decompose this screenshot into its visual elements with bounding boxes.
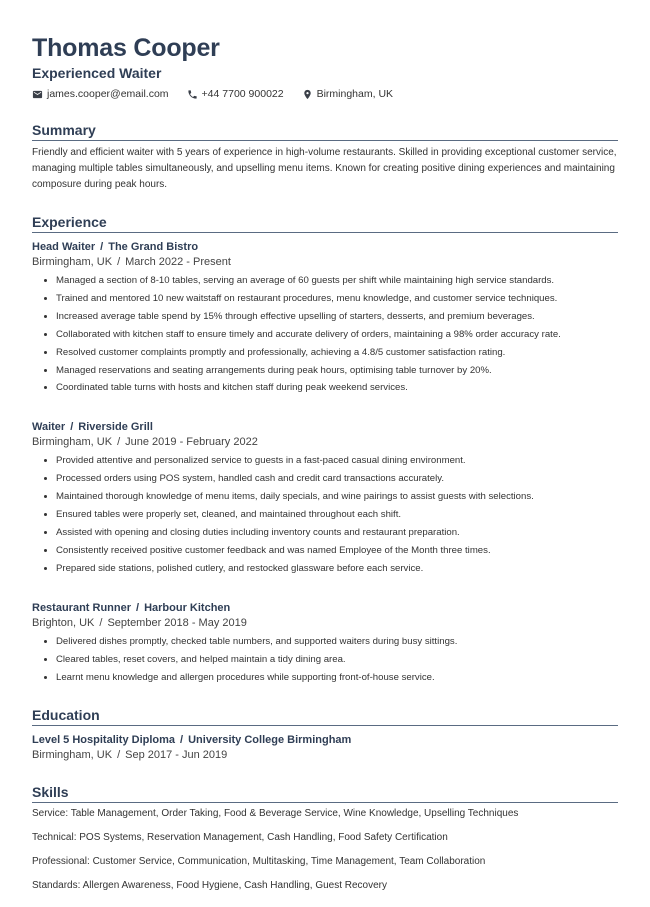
bullet-item: • Maintained thorough knowledge of menu items, daily specials, and wine pairings to assist guests with selections. (56, 488, 618, 506)
separator: / (117, 436, 121, 449)
mail-icon (32, 89, 43, 100)
bullet-item: • Ensured tables were properly set, cleaned, and maintained throughout each shift. (56, 506, 618, 524)
bullet-item: • Coordinated table turns with hosts and kitchen staff during peak weekend services. (56, 379, 618, 397)
separator: / (117, 256, 121, 268)
education-heading: Education (32, 706, 618, 726)
contact-location (302, 87, 393, 101)
summary-text: Friendly and efficient waiter with 5 years of experience in high-volume restaurants. Skilled in providing exceptional customer service, managing multiple tables simultaneously, and upselling menu items. Known for creating positive dining experiences and maintaining composure during peak hours. (32, 147, 617, 190)
job-employer: Riverside Grill (78, 421, 153, 434)
education-entry (32, 732, 618, 763)
location-text: Birmingham, UK (316, 88, 394, 100)
bullet-item: • Trained and mentored 10 new waitstaff on restaurant procedures, menu knowledge, and customer service techniques. (56, 290, 618, 308)
job-location: Birmingham, UK (32, 436, 113, 449)
education-section (32, 706, 618, 763)
separator: / (180, 734, 184, 747)
job-position: Waiter (32, 421, 66, 434)
job-meta (32, 616, 618, 631)
candidate-role: Experienced Waiter (32, 65, 162, 81)
experience-entry (32, 600, 618, 687)
job-meta (32, 435, 618, 450)
degree: Level 5 Hospitality Diploma (32, 734, 176, 747)
experience-list (32, 239, 618, 686)
education-meta (32, 748, 618, 763)
bullet-item: • Cleared tables, reset covers, and helped maintain a tidy dining area. (56, 651, 618, 669)
job-location: Brighton, UK (32, 616, 95, 629)
bullet-item: • Managed reservations and seating arrangements during peak hours, optimising table turnover by 20%. (56, 362, 618, 380)
resume-header (32, 34, 618, 101)
experience-section (32, 213, 618, 686)
job-bullets (32, 272, 618, 397)
skills-section (32, 783, 618, 893)
contact-row (32, 87, 618, 101)
job-bullets (32, 452, 618, 577)
job-title (32, 239, 618, 255)
skill-line: Service: Table Management, Order Taking, Food & Beverage Service, Wine Knowledge, Upselling Techniques (32, 808, 519, 820)
summary-section (32, 121, 618, 193)
skill-line: Standards: Allergen Awareness, Food Hygiene, Cash Handling, Guest Recovery (32, 880, 388, 892)
job-position: Head Waiter (32, 241, 96, 253)
job-title (32, 419, 618, 435)
bullet-item: • Resolved customer complaints promptly and professionally, achieving a 4.8/5 customer satisfaction rating. (56, 344, 618, 362)
separator: / (117, 749, 121, 762)
education-dates: Sep 2017 - Jun 2019 (125, 749, 228, 762)
bullet-item: • Assisted with opening and closing duties including inventory counts and restaurant preparation. (56, 524, 618, 542)
job-position: Restaurant Runner (32, 601, 132, 614)
experience-heading: Experience (32, 213, 618, 233)
bullet-item: • Processed orders using POS system, handled cash and credit card transactions accurately. (56, 470, 618, 488)
location-pin-icon (302, 89, 313, 100)
job-dates: June 2019 - February 2022 (125, 436, 258, 449)
separator: / (136, 601, 140, 614)
skill-line: Professional: Customer Service, Communication, Multitasking, Time Management, Team Collaboration (32, 856, 486, 868)
institution: University College Birmingham (188, 734, 352, 747)
phone-icon (187, 89, 198, 100)
education-location: Birmingham, UK (32, 749, 113, 762)
job-bullets (32, 633, 618, 687)
bullet-item: • Prepared side stations, polished cutlery, and restocked glassware before each service. (56, 560, 618, 578)
job-dates: March 2022 - Present (125, 256, 231, 268)
job-location: Birmingham, UK (32, 256, 113, 268)
skill-line: Technical: POS Systems, Reservation Management, Cash Handling, Food Safety Certification (32, 832, 448, 844)
skills-heading: Skills (32, 783, 618, 803)
bullet-item: • Consistently received positive customer feedback and was named Employee of the Month three times. (56, 542, 618, 560)
bullet-item: • Delivered dishes promptly, checked table numbers, and supported waiters during busy sittings. (56, 633, 618, 651)
experience-entry (32, 239, 618, 397)
bullet-item: • Learnt menu knowledge and allergen procedures while supporting front-of-house service. (56, 669, 618, 687)
job-dates: September 2018 - May 2019 (107, 616, 247, 629)
job-employer: Harbour Kitchen (144, 601, 231, 614)
job-title (32, 600, 618, 616)
skills-list (32, 807, 618, 893)
summary-heading: Summary (32, 121, 618, 141)
bullet-item: • Provided attentive and personalized service to guests in a fast-paced casual dining environment. (56, 452, 618, 470)
bullet-item: • Managed a section of 8-10 tables, serving an average of 60 guests per shift while maintaining high service standards. (56, 272, 618, 290)
experience-entry (32, 419, 618, 577)
separator: / (100, 241, 104, 253)
job-meta (32, 255, 618, 270)
contact-email[interactable] (32, 87, 169, 101)
bullet-item: • Collaborated with kitchen staff to ensure timely and accurate delivery of orders, maintaining a 98% order accuracy rate. (56, 326, 618, 344)
candidate-name: Thomas Cooper (32, 34, 220, 62)
contact-phone[interactable] (187, 87, 284, 101)
education-title (32, 732, 618, 748)
separator: / (99, 616, 103, 629)
separator: / (70, 421, 74, 434)
job-employer: The Grand Bistro (108, 241, 199, 253)
phone-text: +44 7700 900022 (201, 88, 284, 100)
email-text: james.cooper@email.com (47, 88, 169, 100)
bullet-item: • Increased average table spend by 15% through effective upselling of starters, desserts, and premium beverages. (56, 308, 618, 326)
